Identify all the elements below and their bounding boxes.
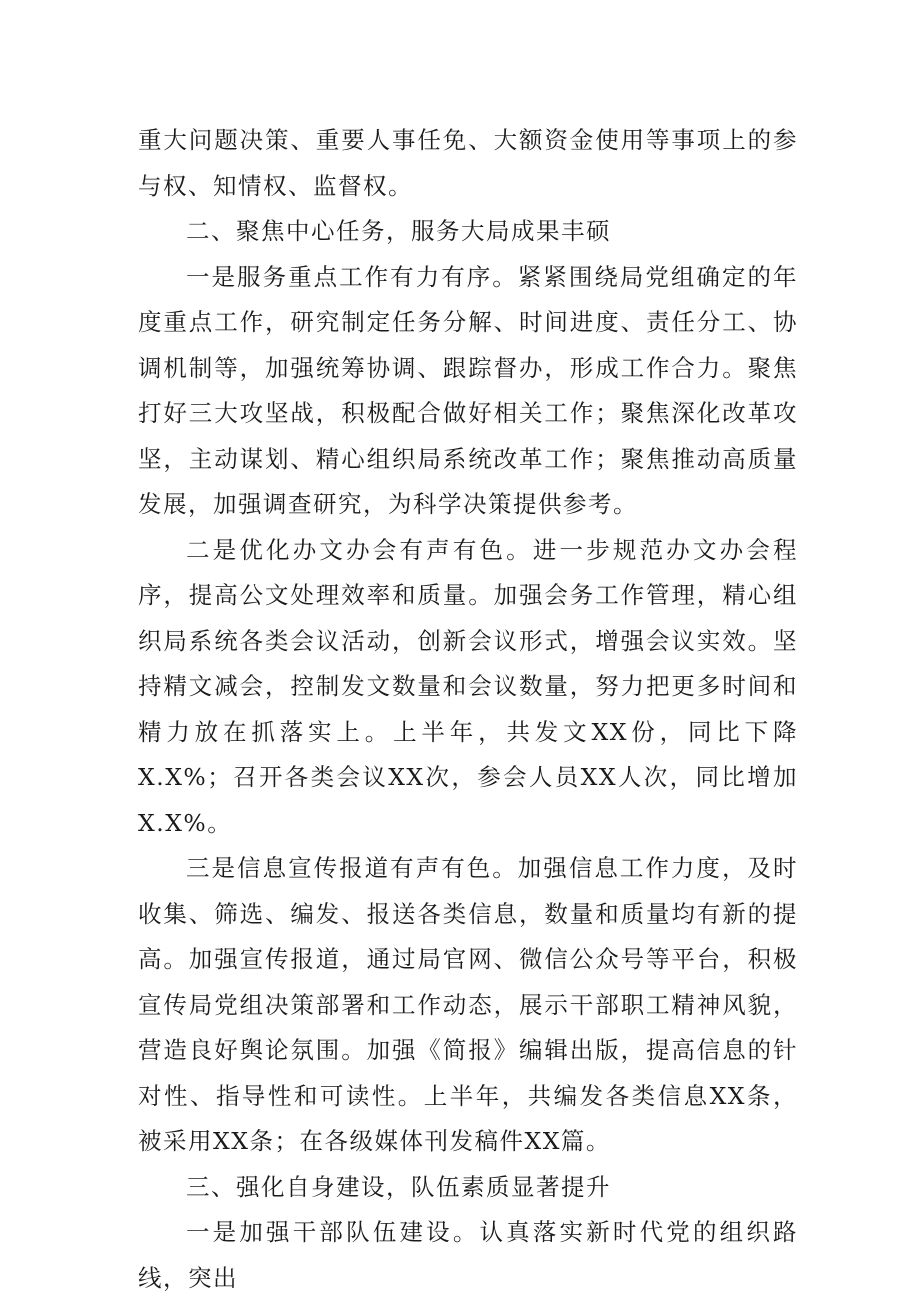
section-two-item-three: 三是信息宣传报道有声有色。加强信息工作力度，及时收集、筛选、编发、报送各类信息，数量和质量均有新的提高。加强宣传报道，通过局官网、微信公众号等平台，积极宣传局党组决策部署和工作动态，展示干部职工精神风貌，营造良好舆论氛围。加强《简报》编辑出版，提高信息的针对性、指导性和可读性。上半年，共编发各类信息XX条，被采用XX条；在各级媒体刊发稿件XX篇。 — [138, 854, 798, 1155]
section-two-item-one: 一是服务重点工作有力有序。紧紧围绕局党组确定的年度重点工作，研究制定任务分解、时间进度、责任分工、协调机制等，加强统筹协调、跟踪督办，形成工作合力。聚焦打好三大攻坚战，积极配合做好相关工作；聚焦深化改革攻坚，主动谋划、精心组织局系统改革工作；聚焦推动高质量发展，加强调查研究，为科学决策提供参考。 — [138, 262, 798, 518]
section-two-heading: 二、聚焦中心任务，服务大局成果丰硕 — [186, 217, 611, 245]
section-two-item-two: 二是优化办文办会有声有色。进一步规范办文办会程序，提高公文处理效率和质量。加强会务工作管理，精心组织局系统各类会议活动，创新会议形式，增强会议实效。坚持精文减会，控制发文数量和会议数量，努力把更多时间和精力放在抓落实上。上半年，共发文XX份，同比下降X.X%；召开各类会议XX次，参会人员XX人次，同比增加X.X%。 — [138, 535, 798, 837]
document-body — [138, 118, 798, 1301]
section-three-heading: 三、强化自身建设，队伍素质显著提升 — [186, 1172, 611, 1201]
continuation-paragraph: 重大问题决策、重要人事任免、大额资金使用等事项上的参与权、知情权、监督权。 — [138, 126, 798, 200]
section-three-item-one: 一是加强干部队伍建设。认真落实新时代党的组织路线，突出 — [138, 1218, 798, 1292]
